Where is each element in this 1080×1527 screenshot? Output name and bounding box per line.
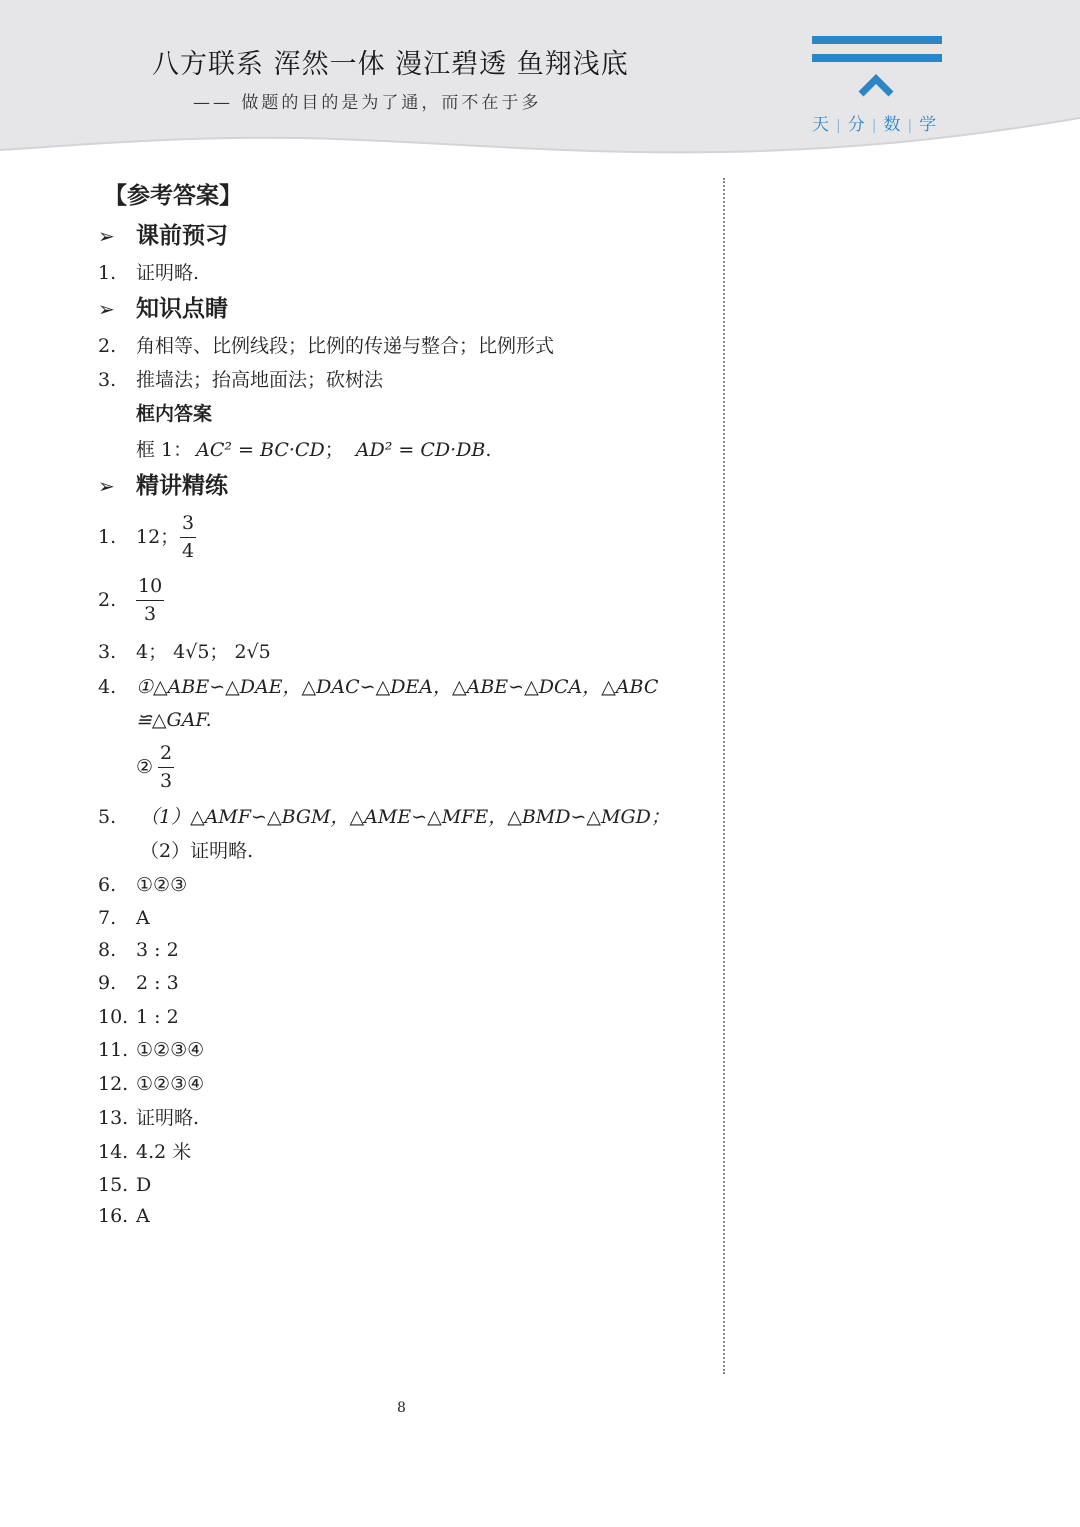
item-answer: 证明略.: [136, 262, 200, 284]
logo-bar-top: [812, 36, 942, 44]
item-answer: 1 : 2: [136, 1006, 179, 1028]
logo-char: 学: [919, 115, 937, 135]
box-answer-title: 框内答案: [136, 403, 213, 425]
item-answer: 4； 4√5； 2√5: [136, 641, 271, 663]
item-answer: （1）△AMF∽△BGM，△AME∽△MFE，△BMD∽△MGD；: [140, 806, 670, 828]
logo-char: 数: [883, 115, 901, 135]
item-number: 8.: [98, 939, 117, 961]
header-banner: [0, 0, 1080, 170]
item-number: 11.: [98, 1039, 129, 1061]
item-answer: 12；: [136, 526, 180, 548]
arrow-icon: ➢: [98, 474, 115, 498]
section-practice: ➢ 精讲精练: [98, 473, 228, 499]
header-slogan: 八方联系 浑然一体 漫江碧透 鱼翔浅底: [152, 49, 629, 80]
box-formula-1: AC² = BC·CD: [196, 439, 325, 461]
section-points: ➢ 知识点睛: [98, 296, 228, 322]
item-answer: ①②③: [136, 874, 188, 896]
item-number: 1.: [98, 262, 117, 284]
item-number: 3.: [98, 369, 117, 391]
logo-char: 天: [812, 115, 829, 135]
item-answer: 角相等、比例线段；比例的传递与整合；比例形式: [136, 335, 555, 357]
box-formula-2: AD² = CD·DB: [355, 439, 486, 461]
item-number: 2.: [98, 589, 117, 611]
item-answer: D: [136, 1174, 152, 1196]
page-number: 8: [397, 1400, 406, 1416]
item-number: 7.: [98, 907, 117, 929]
item-number: 13.: [98, 1107, 129, 1129]
answer-title: 【参考答案】: [104, 183, 242, 209]
item-answer: 3 : 2: [136, 939, 179, 961]
item-number: 3.: [98, 641, 117, 663]
fraction: 3 4: [182, 512, 195, 562]
item-number: 5.: [98, 806, 117, 828]
item-number: 1.: [98, 526, 117, 548]
item-answer: 推墙法；抬高地面法；砍树法: [136, 369, 384, 391]
item-answer-cont: ≌△GAF.: [136, 709, 212, 731]
chevron-up-icon: [858, 70, 894, 98]
item-answer: ①②③④: [136, 1073, 205, 1095]
item-answer-cont: （2）证明略.: [140, 840, 254, 862]
item-answer: 证明略.: [136, 1107, 200, 1129]
logo-bar-bottom: [812, 54, 942, 62]
item-number: 10.: [98, 1006, 129, 1028]
arrow-icon: ➢: [98, 297, 115, 321]
item-answer: A: [136, 1205, 150, 1227]
item-answer: 2 : 3: [136, 972, 179, 994]
item-number: 9.: [98, 972, 117, 994]
box-answer: 框 1： AC² = BC·CD； AD² = CD·DB.: [136, 439, 492, 461]
fraction: 10 3: [138, 575, 163, 625]
item-answer: A: [136, 907, 150, 929]
item-answer: ①△ABE∽△DAE，△DAC∽△DEA，△ABE∽△DCA，△ABC: [136, 676, 659, 698]
column-divider: [723, 178, 725, 1374]
item-answer: ①②③④: [136, 1039, 205, 1061]
fraction: 2 3: [160, 742, 173, 792]
arrow-icon: ➢: [98, 224, 115, 248]
item-number: 16.: [98, 1205, 129, 1227]
logo-char: 分: [847, 115, 865, 135]
item-number: 15.: [98, 1174, 129, 1196]
section-preview: ➢ 课前预习: [98, 223, 228, 249]
item-answer-label: ②: [136, 756, 154, 778]
item-number: 2.: [98, 335, 117, 357]
logo-text: 天 | 分 | 数 | 学: [812, 115, 937, 135]
item-number: 14.: [98, 1141, 129, 1163]
header-motto: —— 做题的目的是为了通，而不在于多: [193, 93, 542, 113]
item-number: 4.: [98, 676, 117, 698]
item-number: 12.: [98, 1073, 129, 1095]
item-answer: 4.2 米: [136, 1141, 192, 1163]
item-number: 6.: [98, 874, 117, 896]
